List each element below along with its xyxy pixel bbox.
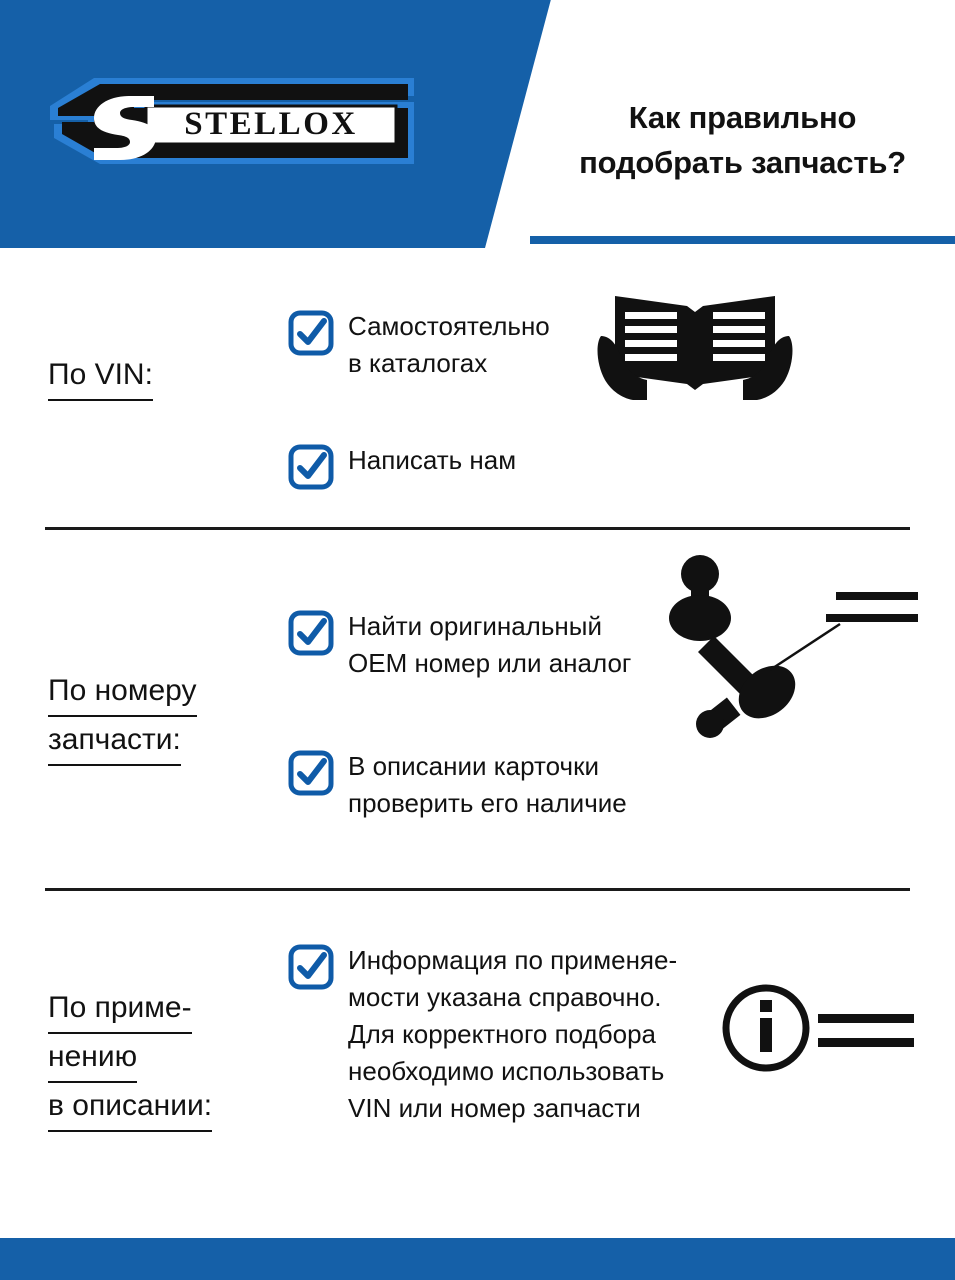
section-3-label-line-1: По приме- [48, 985, 192, 1034]
section-2-bullet-1-text [348, 608, 631, 682]
section-2-label-line-1: По номеру [48, 668, 197, 717]
stabilizer-link-part-icon [650, 552, 920, 757]
section-1-label-line-1: По VIN: [48, 352, 153, 401]
section-2-bullet-2-text [348, 748, 627, 822]
divider-1 [45, 527, 910, 530]
header [0, 0, 955, 248]
section-1-bullet-2-line-1: Написать нам [348, 445, 517, 475]
section-2-bullet-2-line-1: В описании карточки [348, 751, 599, 781]
section-1-bullet-1-line-2: в каталогах [348, 347, 488, 378]
section-2-label-line-2: запчасти: [48, 717, 181, 766]
section-2-bullet-1-line-1: Найти оригинальный [348, 611, 602, 641]
section-3-bullet-1-line-1: Информация по применяе- [348, 945, 678, 975]
section-2-label [48, 668, 197, 766]
check-icon [288, 444, 334, 490]
section-1-label [48, 352, 153, 401]
info-circle-icon [718, 980, 918, 1095]
footer-bar [0, 1238, 955, 1280]
section-3-bullet-1-line-2: мости указана справочно. [348, 981, 662, 1012]
section-1-bullet-2-text [348, 442, 516, 479]
section-2-bullet-1 [288, 608, 631, 682]
section-3-label-line-3: в описании: [48, 1083, 212, 1132]
check-icon [288, 310, 334, 356]
divider-2 [45, 888, 910, 891]
section-3-label [48, 985, 212, 1132]
page-title [535, 96, 950, 186]
section-2-bullet-2-line-2: проверить его наличие [348, 787, 627, 818]
section-3-label-line-2: нению [48, 1034, 137, 1083]
section-1-bullet-1 [288, 308, 550, 382]
stellox-logo [42, 72, 422, 170]
section-3-bullet-1-line-5: VIN или номер запчасти [348, 1092, 641, 1123]
section-3-bullet-1-line-3: Для корректного подбора [348, 1018, 656, 1049]
check-icon [288, 944, 334, 990]
section-2-bullet-2 [288, 748, 627, 822]
section-1-bullet-1-text [348, 308, 550, 382]
header-accent-line [530, 236, 955, 244]
section-1-bullet-1-line-1: Самостоятельно [348, 311, 550, 341]
section-3-bullet-1 [288, 942, 677, 1127]
section-3-bullet-1-line-4: необходимо использовать [348, 1055, 665, 1086]
open-book-with-hands-icon [595, 288, 795, 428]
logo-wordmark: STELLOX [184, 106, 358, 142]
check-icon [288, 750, 334, 796]
section-2-bullet-1-line-2: OEM номер или аналог [348, 647, 632, 678]
page-title-line2: подобрать запчасть? [579, 144, 906, 180]
page-title-line1: Как правильно [628, 100, 857, 135]
section-3-bullet-1-text [348, 942, 677, 1127]
check-icon [288, 610, 334, 656]
section-1-bullet-2 [288, 442, 516, 490]
